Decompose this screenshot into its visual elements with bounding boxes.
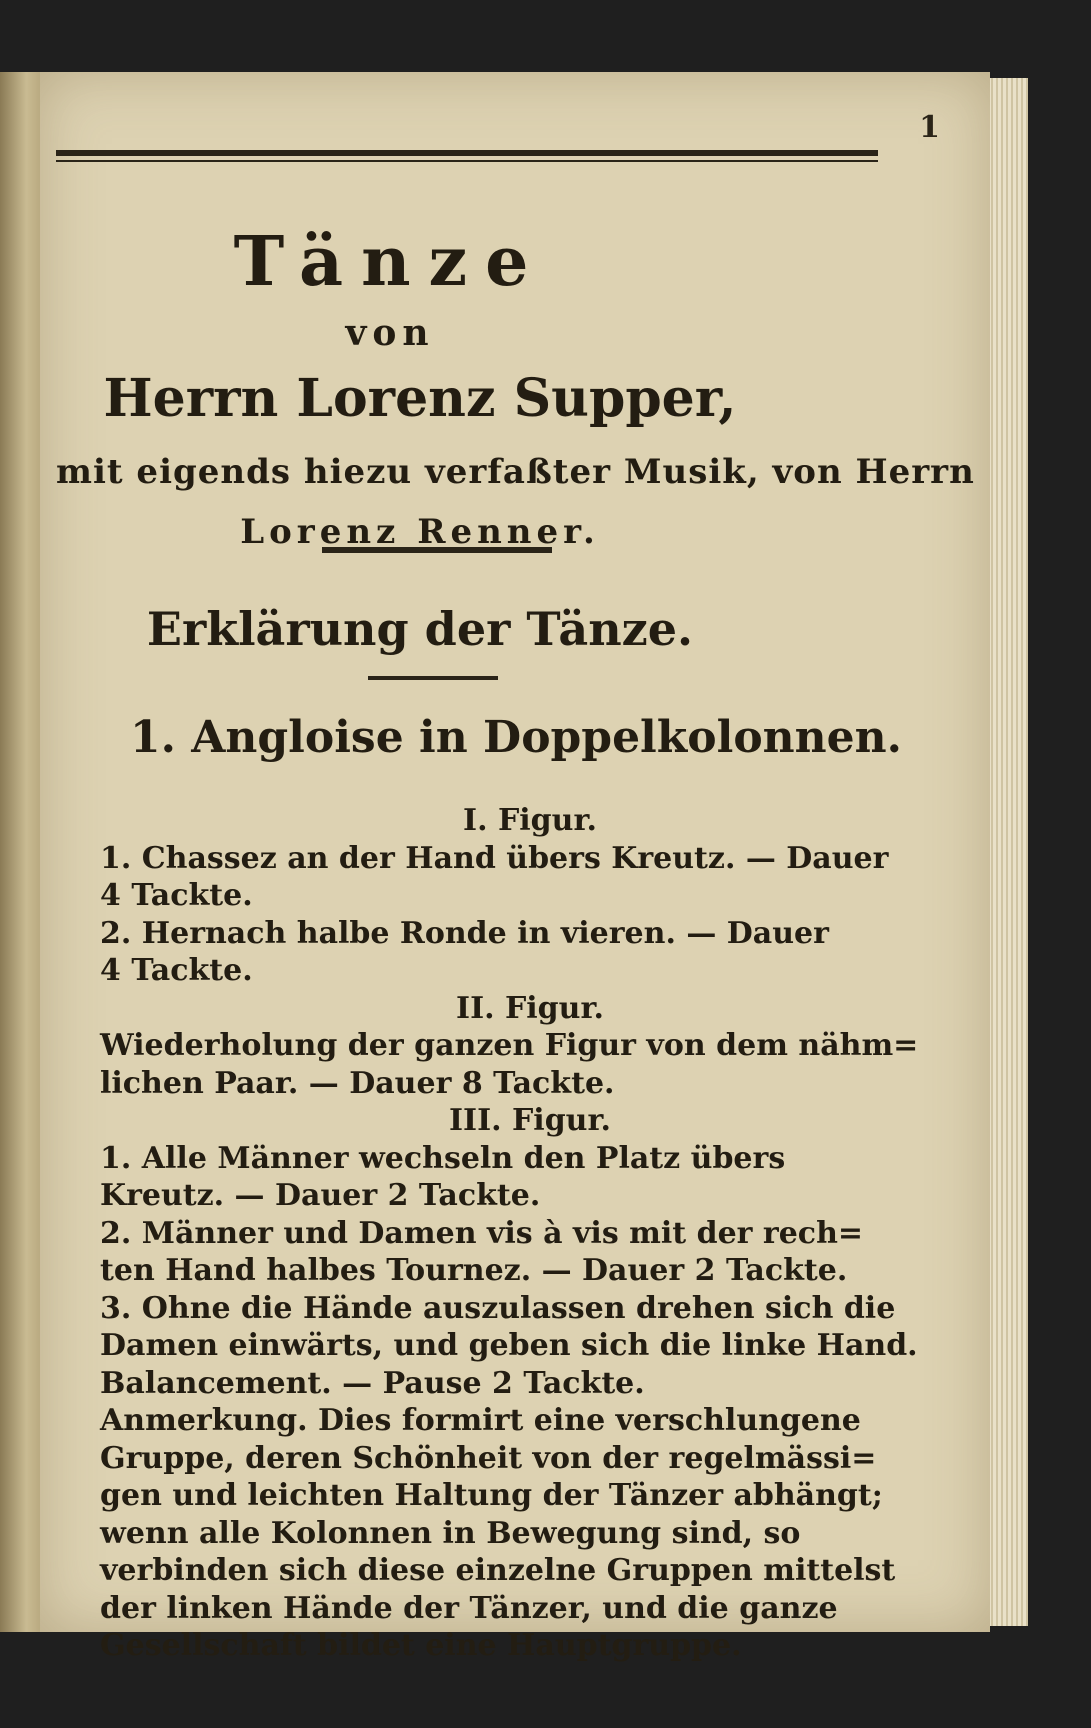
page-stack-edge bbox=[988, 78, 1028, 1626]
left-page-edge bbox=[0, 72, 44, 1632]
page-title: Tänze bbox=[233, 222, 547, 302]
subtitle-line-1: mit eigends hiezu verfaßter Musik, von Herrn bbox=[56, 452, 975, 492]
text-line: 3. Ohne die Hände auszulassen drehen sich die bbox=[100, 1290, 896, 1326]
book-page bbox=[40, 72, 990, 1663]
text-line: verbinden sich diese einzelne Gruppen mittelst bbox=[100, 1553, 896, 1588]
text-line: Damen einwärts, und geben sich die linke Hand. bbox=[100, 1328, 918, 1363]
text-line: wenn alle Kolonnen in Bewegung sind, so bbox=[100, 1515, 801, 1551]
text-line: 2. Hernach halbe Ronde in vieren. — Dauer bbox=[100, 915, 829, 951]
short-rule bbox=[368, 676, 498, 680]
text-line: ten Hand halbes Tournez. — Dauer 2 Tackte. bbox=[100, 1253, 848, 1288]
text-line: lichen Paar. — Dauer 8 Tackte. bbox=[100, 1065, 615, 1101]
body-text bbox=[100, 802, 960, 1665]
text-line: 1. Alle Männer wechseln den Platz übers bbox=[100, 1140, 786, 1176]
title-von: von bbox=[345, 312, 435, 354]
text-line: Gesellschaft bildet eine Hauptgruppe. bbox=[100, 1628, 742, 1663]
text-line: Anmerkung. Dies formirt eine verschlungene bbox=[100, 1403, 861, 1438]
text-line: 4 Tackte. bbox=[100, 953, 253, 988]
text-line: 2. Männer und Damen vis à vis mit der rech= bbox=[100, 1215, 864, 1251]
text-line: Balancement. — Pause 2 Tackte. bbox=[100, 1365, 645, 1401]
middle-rule bbox=[322, 547, 552, 553]
figure-heading: I. Figur. bbox=[463, 803, 597, 838]
section-heading: Erklärung der Tänze. bbox=[146, 602, 694, 656]
text-line: gen und leichten Haltung der Tänzer abhängt; bbox=[100, 1478, 883, 1513]
text-line: Wiederholung der ganzen Figur von dem nähm= bbox=[100, 1028, 919, 1063]
author-line: Herrn Lorenz Supper, bbox=[103, 368, 737, 429]
text-line: 4 Tackte. bbox=[100, 878, 253, 913]
text-line: Gruppe, deren Schönheit von der regelmässi= bbox=[100, 1440, 877, 1476]
text-line: 1. Chassez an der Hand übers Kreutz. — Dauer bbox=[100, 840, 889, 876]
text-line: Kreutz. — Dauer 2 Tackte. bbox=[100, 1178, 541, 1213]
figure-heading: II. Figur. bbox=[456, 990, 604, 1026]
subtitle-line-2: Lorenz Renner. bbox=[240, 512, 600, 552]
text-line: der linken Hände der Tänzer, und die ganze bbox=[100, 1590, 838, 1626]
top-rule bbox=[56, 150, 878, 156]
page-number: 1 bbox=[919, 110, 940, 145]
dance-title: 1. Angloise in Doppelkolonnen. bbox=[130, 712, 902, 763]
figure-heading: III. Figur. bbox=[449, 1103, 611, 1138]
